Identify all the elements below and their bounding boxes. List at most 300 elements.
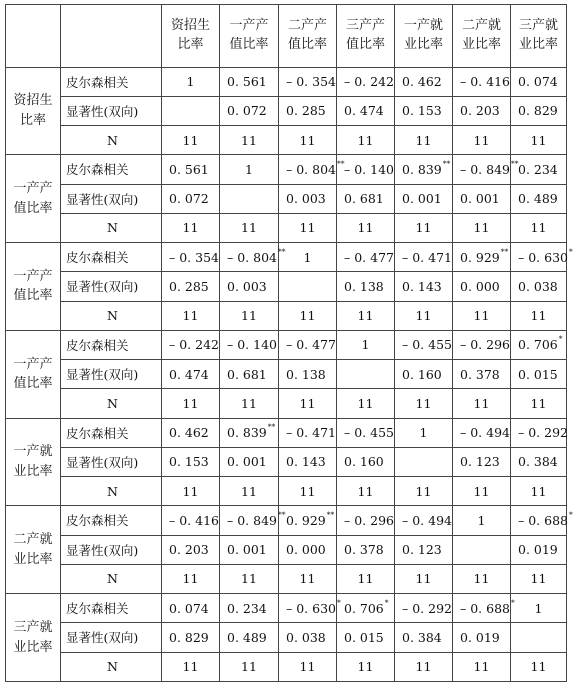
value-cell [453,330,511,359]
significance-marker: * [510,597,515,607]
n-value: 11 [299,483,316,499]
n-value: 11 [241,220,257,236]
p-value: 0. 829 [169,629,209,645]
p-value: 0. 000 [460,278,500,294]
value-cell [162,360,220,389]
value-cell [511,330,567,359]
value-cell [220,330,279,359]
value-cell [395,360,453,389]
stat-label: 显著性(双向) [61,447,162,476]
header-col-3 [279,5,337,68]
p-value: 0. 123 [402,542,442,558]
n-value: 11 [530,395,547,411]
row-group-label-line2: 业比率 [13,463,53,479]
value-cell [511,243,573,272]
header-col-1 [162,5,220,68]
significance-marker: ** [336,158,345,168]
table-row [6,623,567,652]
correlation-value: – 0. 494 [460,425,510,441]
value-cell [279,96,337,125]
value-cell [453,594,515,623]
value-cell [220,213,279,242]
value-cell [453,623,511,652]
p-value: 0. 474 [169,366,209,382]
header-col-line1: 一产产 [229,17,269,33]
row-group-label-line2: 比率 [19,112,46,128]
p-value: 0. 123 [460,454,500,470]
stat-label: 皮尔森相关 [61,506,162,535]
row-group-label-line2: 值比率 [13,200,53,216]
stat-label: 皮尔森相关 [61,155,162,184]
p-value: 0. 285 [286,103,326,119]
row-group-label-line1: 一产产 [13,181,53,197]
correlation-value: 1 [534,600,543,616]
p-value: 0. 003 [227,278,267,294]
value-cell [162,301,220,330]
header-col-line2: 业比率 [518,36,558,52]
significance-marker: * [336,597,341,607]
value-cell [162,243,220,272]
value-cell [395,67,453,96]
stat-label: 显著性(双向) [61,623,162,652]
value-cell [162,535,220,564]
significance-marker: ** [510,158,519,168]
n-value: 11 [530,132,547,148]
stat-label: 显著性(双向) [61,535,162,564]
value-cell [337,535,395,564]
table-row [6,184,567,213]
value-cell [337,243,395,272]
n-value: 11 [415,308,432,324]
header-col-5 [395,5,453,68]
value-cell [395,623,453,652]
row-group-label-line1: 一产就 [13,444,53,460]
stat-label: 显著性(双向) [61,272,162,301]
correlation-value: – 0. 804 [286,161,336,177]
correlation-value: 0. 561 [227,74,267,90]
p-value: 0. 001 [227,542,267,558]
value-cell [220,67,279,96]
p-value: 0. 003 [286,191,326,207]
n-value: 11 [357,308,374,324]
correlation-value: 0. 706 [344,600,384,616]
n-value: 11 [415,483,432,499]
value-cell [511,360,567,389]
stat-label: N [61,652,162,681]
significance-marker: ** [277,509,286,519]
value-cell [279,418,337,447]
value-cell [395,301,453,330]
n-value: 11 [415,571,432,587]
n-value: 11 [241,308,257,324]
p-value: 0. 203 [460,103,500,119]
p-value: 0. 681 [227,366,267,382]
table-row [6,477,567,506]
correlation-value: 0. 074 [518,74,558,90]
value-cell [337,623,395,652]
correlation-value: – 0. 416 [460,74,510,90]
value-cell [162,126,220,155]
value-cell [220,623,279,652]
correlation-value: – 0. 477 [286,337,336,353]
n-value: 11 [357,483,374,499]
value-cell [279,272,337,301]
stat-label: N [61,126,162,155]
value-cell [511,184,567,213]
row-group-label-line2: 业比率 [13,639,53,655]
significance-marker: * [384,597,389,607]
p-value: 0. 143 [286,454,326,470]
correlation-value: – 0. 292 [518,425,568,441]
correlation-value: – 0. 455 [402,337,452,353]
header-col-line1: 三产产 [345,17,385,33]
value-cell [511,213,567,242]
p-value: 0. 681 [344,191,384,207]
correlation-value: 1 [186,74,195,90]
row-group-label-line1: 三产就 [13,620,53,636]
correlation-value: 0. 929 [460,249,500,265]
n-value: 11 [357,395,374,411]
table-row [6,447,567,476]
value-cell [395,447,453,476]
n-value: 11 [299,571,316,587]
value-cell [511,389,567,418]
value-cell [453,243,511,272]
value-cell [337,213,395,242]
n-value: 11 [357,571,374,587]
header-col-4 [337,5,395,68]
value-cell [395,213,453,242]
value-cell [279,389,337,418]
n-value: 11 [415,132,432,148]
value-cell [511,96,567,125]
value-cell [279,330,337,359]
correlation-value: – 0. 242 [344,74,394,90]
table-body [6,5,573,682]
value-cell [511,623,567,652]
correlation-value: – 0. 296 [344,512,394,528]
value-cell [162,96,220,125]
value-cell [395,652,453,681]
value-cell [337,126,395,155]
table-row [6,360,567,389]
value-cell [511,155,567,184]
table-row [6,564,567,593]
header-col-line2: 值比率 [345,36,385,52]
value-cell [279,477,337,506]
value-cell [337,506,395,535]
value-cell [337,96,395,125]
n-value: 11 [415,395,432,411]
table-row [6,506,567,535]
p-value: 0. 072 [227,103,267,119]
header-col-line1: 资招生 [170,17,210,33]
table-row [6,243,567,272]
n-value: 11 [182,395,199,411]
correlation-value: – 0. 140 [344,161,394,177]
correlation-value: – 0. 494 [402,512,452,528]
significance-marker: * [568,509,573,519]
correlation-value: 1 [303,249,312,265]
correlation-value: – 0. 471 [402,249,452,265]
value-cell [453,126,511,155]
value-cell [162,213,220,242]
p-value: 0. 384 [518,454,558,470]
value-cell [220,184,279,213]
header-col-2 [220,5,279,68]
correlation-value: 1 [477,512,486,528]
p-value: 0. 019 [518,542,558,558]
value-cell [279,564,337,593]
value-cell [337,418,395,447]
value-cell [220,155,279,184]
value-cell [453,67,511,96]
value-cell [337,272,395,301]
correlation-value: – 0. 354 [169,249,219,265]
value-cell [279,360,337,389]
n-value: 11 [182,483,199,499]
value-cell [220,272,279,301]
n-value: 11 [182,571,199,587]
n-value: 11 [357,220,374,236]
table-row [6,126,567,155]
value-cell [395,243,453,272]
value-cell [337,184,395,213]
value-cell [511,564,567,593]
header-col-line2: 值比率 [229,36,269,52]
table-row [6,652,567,681]
p-value: 0. 072 [169,191,209,207]
value-cell [162,272,220,301]
correlation-value: – 0. 630 [518,249,568,265]
correlation-value: 1 [245,161,253,177]
correlation-value: 0. 839 [402,161,442,177]
value-cell [511,67,567,96]
value-cell [395,155,453,184]
value-cell [453,213,511,242]
stat-label: N [61,564,162,593]
p-value: 0. 153 [169,454,209,470]
value-cell [279,301,337,330]
n-value: 11 [241,132,257,148]
p-value: 0. 001 [227,454,267,470]
n-value: 11 [241,483,257,499]
value-cell [395,184,453,213]
p-value: 0. 203 [169,542,209,558]
n-value: 11 [530,220,547,236]
table-row [6,418,567,447]
value-cell [453,184,511,213]
correlation-value: – 0. 455 [344,425,394,441]
correlation-value: 0. 462 [402,74,442,90]
correlation-value: 0. 929 [286,512,326,528]
n-value: 11 [473,395,490,411]
value-cell [453,535,511,564]
significance-marker: ** [442,158,451,168]
n-value: 11 [182,132,199,148]
n-value: 11 [299,308,316,324]
value-cell [453,360,511,389]
value-cell [162,652,220,681]
correlation-value: – 0. 804 [227,249,277,265]
p-value: 0. 153 [402,103,442,119]
value-cell [279,155,345,184]
p-value: 0. 015 [344,629,384,645]
n-value: 11 [473,308,490,324]
p-value: 0. 489 [518,191,558,207]
n-value: 11 [473,571,490,587]
value-cell [220,301,279,330]
value-cell [395,389,453,418]
correlation-value: – 0. 354 [286,74,336,90]
table-row [6,389,567,418]
value-cell [453,506,511,535]
row-group-label [6,155,61,243]
header-col-line2: 值比率 [287,36,327,52]
value-cell [162,623,220,652]
n-value: 11 [182,659,199,675]
value-cell [337,155,395,184]
value-cell [453,477,511,506]
row-group-label-line1: 一产产 [13,268,53,284]
correlation-value: – 0. 688 [460,600,510,616]
correlation-value: – 0. 688 [518,512,568,528]
row-group-label [6,418,61,506]
value-cell [337,477,395,506]
header-col-line1: 三产就 [518,17,558,33]
value-cell [511,594,567,623]
value-cell [337,564,395,593]
n-value: 11 [241,659,257,675]
correlation-value: – 0. 242 [169,337,219,353]
correlation-value: 0. 074 [169,600,209,616]
stat-label: 显著性(双向) [61,184,162,213]
row-group-label [6,67,61,155]
significance-marker: ** [500,246,509,256]
stat-label: 显著性(双向) [61,96,162,125]
stat-label: 显著性(双向) [61,360,162,389]
p-value: 0. 138 [286,366,326,382]
table-row [6,535,567,564]
value-cell [395,272,453,301]
n-value: 11 [473,132,490,148]
header-col-7 [511,5,567,68]
value-cell [279,126,337,155]
header-col-line2: 业比率 [403,36,443,52]
value-cell [279,67,337,96]
value-cell [220,96,279,125]
n-value: 11 [241,571,257,587]
value-cell [453,652,511,681]
stat-label: 皮尔森相关 [61,418,162,447]
correlation-value: 0. 706 [518,337,558,353]
correlation-value: – 0. 292 [402,600,452,616]
header-stat-corner-cell [61,5,162,68]
correlation-value: 0. 462 [169,425,209,441]
value-cell [220,418,279,447]
value-cell [395,418,453,447]
n-value: 11 [473,659,490,675]
row-group-label [6,594,61,682]
p-value: 0. 384 [402,629,442,645]
value-cell [279,243,337,272]
value-cell [395,564,453,593]
value-cell [220,447,279,476]
n-value: 11 [357,132,374,148]
value-cell [453,418,511,447]
p-value: 0. 829 [518,103,558,119]
correlation-value: 0. 234 [227,600,267,616]
p-value: 0. 160 [344,454,384,470]
p-value: 0. 038 [286,629,326,645]
value-cell [453,564,511,593]
header-col-line1: 二产产 [287,17,327,33]
stat-label: 皮尔森相关 [61,594,162,623]
p-value: 0. 000 [286,542,326,558]
value-cell [453,389,511,418]
value-cell [162,330,220,359]
value-cell [162,506,220,535]
n-value: 11 [473,220,490,236]
value-cell [511,272,567,301]
value-cell [511,447,567,476]
value-cell [162,67,220,96]
table-row [6,213,567,242]
n-value: 11 [473,483,490,499]
value-cell [220,477,279,506]
value-cell [220,126,279,155]
stat-label: 皮尔森相关 [61,330,162,359]
p-value: 0. 019 [460,629,500,645]
p-value: 0. 001 [402,191,442,207]
p-value: 0. 489 [227,629,267,645]
n-value: 11 [530,483,547,499]
row-group-label-line1: 一产产 [13,356,53,372]
value-cell [220,243,286,272]
stat-label: 皮尔森相关 [61,243,162,272]
value-cell [511,506,573,535]
value-cell [395,594,453,623]
value-cell [395,330,453,359]
p-value: 0. 285 [169,278,209,294]
p-value: 0. 138 [344,278,384,294]
value-cell [162,184,220,213]
significance-marker: ** [267,422,276,432]
row-group-label [6,330,61,418]
value-cell [337,67,395,96]
significance-marker: * [558,334,563,344]
stat-label: 皮尔森相关 [61,67,162,96]
value-cell [337,594,395,623]
significance-marker: ** [277,246,286,256]
row-group-label [6,243,61,331]
n-value: 11 [530,308,547,324]
p-value: 0. 160 [402,366,442,382]
n-value: 11 [299,220,316,236]
correlation-value: – 0. 849 [227,512,277,528]
row-group-label-line2: 值比率 [13,376,53,392]
value-cell [511,535,567,564]
value-cell [511,418,567,447]
value-cell [162,389,220,418]
header-col-line2: 业比率 [461,36,501,52]
value-cell [511,652,567,681]
value-cell [279,594,341,623]
n-value: 11 [530,659,547,675]
table-row [6,301,567,330]
correlation-value: 0. 234 [518,161,558,177]
value-cell [220,652,279,681]
